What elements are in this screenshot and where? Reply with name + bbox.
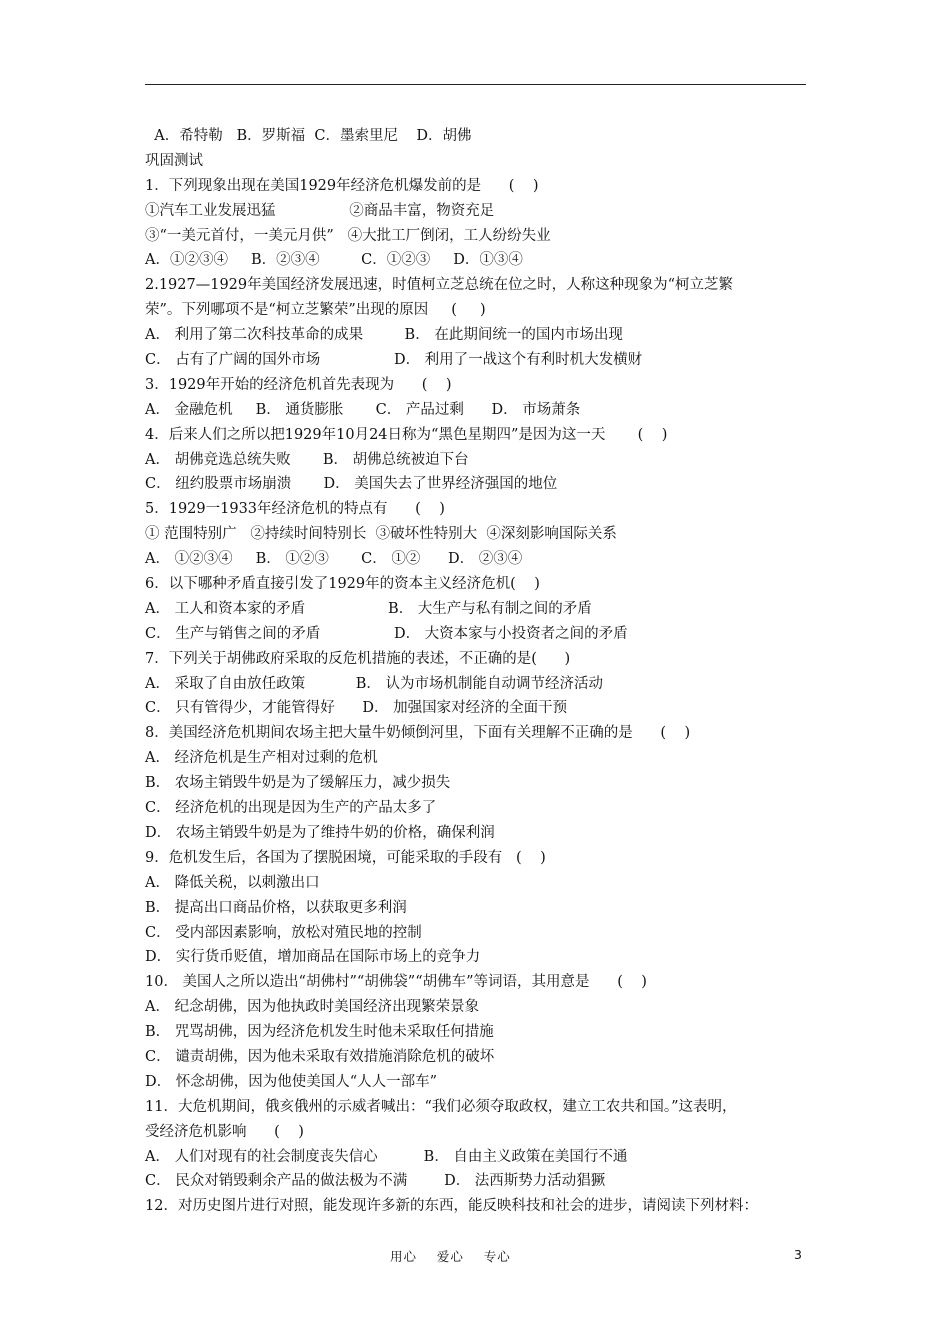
question-8: 8．美国经济危机期间农场主把大量牛奶倾倒河里，下面有关理解不正确的是 ( ) xyxy=(145,725,691,742)
question-1: 1．下列现象出现在美国1929年经济危机爆发前的是 ( ) xyxy=(145,177,539,194)
page-footer xyxy=(0,1247,950,1267)
text-line: C． 纽约股票市场崩溃 D． 美国失去了世界经济强国的地位 xyxy=(145,476,558,493)
text-line: C． 只有管得少，才能管得好 D． 加强国家对经济的全面干预 xyxy=(145,700,568,717)
text-line: 荣”。下列哪项不是“柯立芝繁荣”出现的原因 ( ) xyxy=(145,302,486,319)
footer-motto: 用心 爱心 专心 xyxy=(390,1249,511,1264)
question-9: 9．危机发生后，各国为了摆脱困境，可能采取的手段有 ( ) xyxy=(145,849,546,866)
question-6: 6．以下哪种矛盾直接引发了1929年的资本主义经济危机( ) xyxy=(145,576,540,593)
text-line: A． 采取了自由放任政策 B． 认为市场机制能自动调节经济活动 xyxy=(145,675,604,692)
text-line: ① 范围特别广 ②持续时间特别长 ③破坏性特别大 ④深刻影响国际关系 xyxy=(145,526,617,543)
question-12: 12．对历史图片进行对照，能发现许多新的东西，能反映科技和社会的进步，请阅读下列材料： xyxy=(145,1198,758,1215)
text-line: A． 胡佛竞选总统失败 B． 胡佛总统被迫下台 xyxy=(145,451,469,468)
text-line: ①汽车工业发展迅猛 ②商品丰富，物资充足 xyxy=(145,202,495,219)
text-line: 受经济危机影响 ( ) xyxy=(145,1123,304,1140)
text-line: A． ①②③④ B． ①②③ C． ①② D． ②③④ xyxy=(145,551,523,568)
question-5: 5．1929一1933年经济危机的特点有 ( ) xyxy=(145,501,445,518)
text-line: C． 生产与销售之间的矛盾 D． 大资本家与小投资者之间的矛盾 xyxy=(145,625,628,642)
question-10: 10． 美国人之所以造出“胡佛村”“胡佛袋”“胡佛车”等词语，其用意是 ( ) xyxy=(145,974,647,991)
text-line: ③“一美元首付，一美元月供” ④大批工厂倒闭，工人纷纷失业 xyxy=(145,227,551,244)
text-line: C． 民众对销毁剩余产品的做法极为不满 D． 法西斯势力活动猖獗 xyxy=(145,1173,606,1190)
document-body xyxy=(145,124,817,1219)
text-line: C． 谴责胡佛，因为他未采取有效措施消除危机的破坏 xyxy=(145,1048,495,1065)
text-line: A．①②③④ B．②③④ C．①②③ D．①③④ xyxy=(145,252,523,269)
section-heading: 巩固测试 xyxy=(145,152,203,169)
text-line: D． 农场主销毁牛奶是为了维持牛奶的价格，确保利润 xyxy=(145,824,495,841)
text-line: D． 怀念胡佛，因为他使美国人“人人一部车” xyxy=(145,1073,438,1090)
question-7: 7．下列关于胡佛政府采取的反危机措施的表述，不正确的是( ) xyxy=(145,650,571,667)
text-line: B． 提高出口商品价格，以获取更多利润 xyxy=(145,899,407,916)
question-4: 4．后来人们之所以把1929年10月24日称为“黑色星期四”是因为这一天 ( ) xyxy=(145,426,668,443)
text-line: A．希特勒 B．罗斯福 C．墨索里尼 D．胡佛 xyxy=(145,128,472,144)
text-line: A． 经济危机是生产相对过剩的危机 xyxy=(145,750,378,767)
text-line: C． 受内部因素影响，放松对殖民地的控制 xyxy=(145,924,422,941)
text-line: A． 人们对现有的社会制度丧失信心 B． 自由主义政策在美国行不通 xyxy=(145,1148,628,1165)
page-number: 3 xyxy=(794,1247,802,1262)
text-line: A． 金融危机 B． 通货膨胀 C． 产品过剩 D． 市场萧条 xyxy=(145,401,581,418)
text-line: A． 纪念胡佛，因为他执政时美国经济出现繁荣景象 xyxy=(145,999,480,1016)
text-line: A． 利用了第二次科技革命的成果 B． 在此期间统一的国内市场出现 xyxy=(145,327,623,344)
text-line: B． 农场主销毁牛奶是为了缓解压力，减少损失 xyxy=(145,775,451,792)
text-line: B． 咒骂胡佛，因为经济危机发生时他未采取任何措施 xyxy=(145,1024,494,1041)
text-line: A． 工人和资本家的矛盾 B． 大生产与私有制之间的矛盾 xyxy=(145,600,592,617)
text-line: D． 实行货币贬值，增加商品在国际市场上的竞争力 xyxy=(145,949,481,966)
text-line: C． 经济危机的出现是因为生产的产品太多了 xyxy=(145,800,437,817)
header-rule xyxy=(145,84,806,85)
text-line: C． 占有了广阔的国外市场 D． 利用了一战这个有利时机大发横财 xyxy=(145,352,643,369)
question-11: 11．大危机期间，俄亥俄州的示威者喊出：“我们必须夺取政权，建立工农共和国。”这表明， xyxy=(145,1098,737,1115)
text-line: A． 降低关税，以刺激出口 xyxy=(145,874,320,891)
question-3: 3．1929年开始的经济危机首先表现为 ( ) xyxy=(145,376,452,393)
question-2: 2.1927—1929年美国经济发展迅速，时值柯立芝总统在位之时，人称这种现象为“柯立芝繁 xyxy=(145,277,734,294)
